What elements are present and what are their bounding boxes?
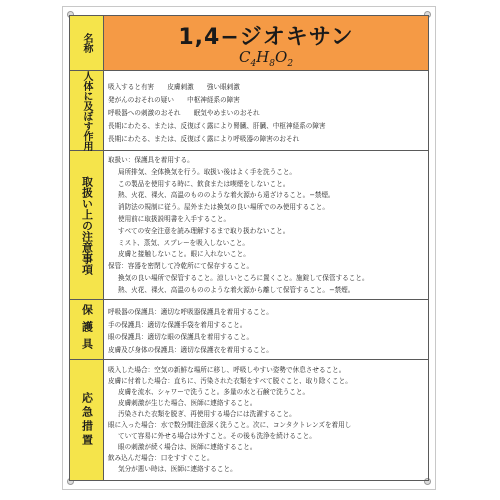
- section-line: 手の保護具：適切な保護手袋を着用すること。: [108, 320, 247, 329]
- section-line: 皮膚刺激が生じた場合、医師に連絡すること。: [118, 399, 257, 407]
- section-line: 発がんのおそれの疑い 中枢神経系の障害: [108, 96, 240, 104]
- section-line: 保管：容器を密閉して冷乾所にて保存すること。: [108, 262, 254, 271]
- chemical-hazard-sign: [62, 6, 436, 490]
- section-line: 皮膚を流水、シャワーで洗うこと。多量の水と石鹸で洗うこと。: [118, 388, 310, 396]
- section-line: 皮膚と接触しないこと。眼に入れないこと。: [118, 250, 250, 259]
- first-aid-label-cell: [70, 360, 104, 480]
- section-line: 皮膚及び身体の保護具：適切な保護衣を着用すること。: [108, 345, 273, 354]
- section-line: 長期にわたる、または、反復ばく露により呼吸器の障害のおそれ: [108, 135, 300, 143]
- section-line: 熱、火花、裸火、高温のもののような着火源から離して保管すること。−禁煙。: [118, 285, 355, 294]
- section-line: 局所排気、全体換気を行う。取扱い後はよく手を洗うこと。: [118, 167, 297, 176]
- section-line: 吸入すると有害 皮膚刺激 強い眼刺激: [108, 83, 240, 91]
- ppe-label: 保護具: [80, 304, 94, 355]
- section-line: 眼の刺激が続く場合は、医師に連絡すること。: [118, 443, 257, 451]
- section-line: 長期にわたる、または、反復ばく露により腎臓、肝臓、中枢神経系の障害: [108, 122, 326, 130]
- first-aid-row: [70, 360, 428, 480]
- name-label: 名称: [81, 33, 92, 53]
- section-line: 吸入した場合：空気の新鮮な場所に移し、呼吸しやすい姿勢で休息させること。: [108, 366, 346, 374]
- handling-label-cell: [70, 151, 104, 299]
- handling-content: [108, 155, 424, 297]
- section-line: 気分が悪い時は、医師に連絡すること。: [118, 465, 237, 473]
- section-line: ミスト、蒸気、スプレーを吸入しないこと。: [118, 238, 250, 247]
- section-line: 取扱い：保護具を着用する。: [108, 156, 194, 164]
- section-line: すべての安全注意を読み理解するまで取り扱わないこと。: [118, 226, 290, 235]
- health-effects-content: [108, 81, 424, 148]
- section-line: 消防法の規制に従う。屋外または換気の良い場所でのみ使用すること。: [118, 203, 329, 212]
- handling-row: [70, 151, 428, 300]
- section-line: 眼に入った場合：水で数分間注意深く洗うこと。次に、コンタクトレンズを着用し: [108, 421, 352, 429]
- title-cell: [104, 16, 428, 70]
- section-line: 呼吸器への刺激のおそれ 眠気やめまいのおそれ: [108, 109, 260, 117]
- sign-table: [69, 15, 429, 481]
- section-line: 汚染された衣類を脱ぎ、再使用する場合には洗濯すること。: [118, 410, 296, 418]
- section-line: 皮膚に付着した場合：直ちに、汚染された衣類をすべて脱ぐこと、取り除くこと。: [108, 377, 352, 385]
- ppe-content: [108, 306, 424, 357]
- section-line: 飲み込んだ場合：口をすすぐこと。: [108, 454, 214, 462]
- name-label-cell: [70, 16, 104, 70]
- first-aid-label: 応急措置: [80, 392, 94, 448]
- section-line: 換気の良い場所で保管すること。涼しいところに置くこと。施錠して保管すること。: [118, 273, 369, 282]
- section-line: 使用前に取扱説明書を入手すること。: [118, 214, 231, 223]
- section-line: 眼の保護具：適切な眼の保護具を着用すること。: [108, 333, 254, 341]
- health-effects-row: [70, 71, 428, 151]
- health-effects-label: 人体に及ぼす作用: [81, 70, 92, 151]
- section-line: この製品を使用する時に、飲食または喫煙をしないこと。: [118, 179, 290, 188]
- section-line: 呼吸器の保護具：適切な呼吸器保護具を着用すること。: [108, 308, 273, 316]
- ppe-label-cell: [70, 300, 104, 359]
- section-line: ていて容易に外せる場合は外すこと。その後も洗浄を続けること。: [118, 432, 316, 440]
- name-row: [70, 16, 428, 71]
- handling-label: 取扱い上の注意事項: [80, 175, 94, 275]
- first-aid-content: [108, 365, 424, 478]
- chemical-name: 1,4−ジオキサン: [178, 25, 354, 50]
- health-effects-label-cell: [70, 71, 104, 150]
- chemical-formula: $C_4H_8O_2$: [238, 48, 294, 69]
- section-line: 熱、火花、裸火、高温のもののような着火源から遠ざけること。−禁煙。: [118, 191, 335, 200]
- ppe-row: [70, 300, 428, 360]
